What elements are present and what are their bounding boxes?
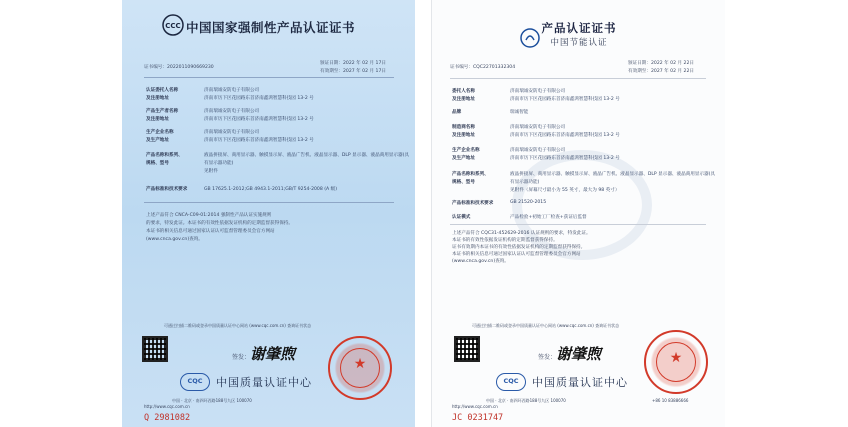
- signature-label: 签发：: [232, 354, 251, 361]
- field-value: GB 17625.1-2012;GB 4943.1-2011;GB/T 9254-2008 (A 级): [204, 187, 338, 192]
- field-label: 及生产地址: [146, 138, 169, 143]
- body-text: 本证书的相关信息可通过国家认证认可监督管理委员会官方网站: [452, 252, 581, 257]
- field-value: 有显示器功能): [204, 161, 234, 166]
- serial-number: Q 2981082: [144, 413, 191, 423]
- body-text: 上述产品符合 CNCA-C09-01:2014 强制性产品认证实施规则: [146, 213, 272, 218]
- website-link[interactable]: http://www.cqc.com.cn: [452, 404, 498, 409]
- ccc-certificate: [122, 0, 415, 427]
- field-value: 济南瑞诚安防电子有限公司: [510, 89, 566, 94]
- address: 中国 · 北京 · 南四环西路188号九区 100070: [172, 398, 252, 403]
- field-value: 济南市历下区花园路东首济南鑫鸿智慧科技园 13-2 号: [204, 138, 314, 143]
- field-label: 及生产地址: [452, 156, 475, 161]
- field-label: 认证委托人名称: [146, 88, 179, 93]
- body-text: (www.cnca.gov.cn)查询。: [146, 237, 203, 242]
- field-value: GB 21520-2015: [510, 200, 547, 205]
- ccc-logo-icon: [162, 14, 184, 36]
- field-value: 济南瑞诚安防电子有限公司: [204, 88, 260, 93]
- certificate-title: 中国国家强制性产品认证证书: [186, 20, 356, 35]
- organization-name: 中国质量认证中心: [532, 376, 628, 389]
- field-value: 见附件: [204, 169, 218, 174]
- field-value: 济南市历下区花园路东首济南鑫鸿智慧科技园 13-2 号: [204, 117, 314, 122]
- field-label: 认证模式: [452, 215, 471, 220]
- certificate-title: 产品认证证书: [541, 21, 617, 35]
- field-label: 产品标准和技术要求: [146, 187, 188, 192]
- field-value: 济南市历下区花园路东首济南鑫鸿智慧科技园 13-2 号: [510, 97, 620, 102]
- field-label: 及注册地址: [146, 96, 169, 101]
- svg-text:CCC: CCC: [165, 22, 181, 30]
- expiry-date: 有效期至：2027 年 02 月 17日: [320, 69, 386, 74]
- energy-certificate: [431, 0, 725, 427]
- signature: 谢肇煦: [556, 345, 602, 363]
- field-label: 及注册地址: [452, 97, 475, 102]
- field-label: 产品生产者名称: [146, 109, 179, 114]
- organization-name: 中国质量认证中心: [216, 376, 312, 389]
- issue-date: 颁证日期：2022 年 02 月 17日: [320, 61, 386, 66]
- field-value: 济南瑞诚安防电子有限公司: [510, 148, 566, 153]
- footer-note: 可通过扫描二维码或登录中国质量认证中心网站 (www.cqc.com.cn) 查询证书状态: [164, 323, 312, 328]
- body-text: 本证书的相关信息可通过国家认证认可监督管理委员会官方网站: [146, 229, 275, 234]
- website-link[interactable]: http://www.cqc.com.cn: [144, 404, 190, 409]
- field-label: 生产企业名称: [452, 148, 480, 153]
- cqc-logo-icon: CQC: [496, 373, 526, 391]
- phone-number: +86 10 83886666: [652, 398, 689, 403]
- field-label: 产品名称和系列、: [452, 172, 489, 177]
- certificate-number: 证书编号：2022011090669230: [144, 65, 214, 70]
- certificate-number: 证书编号：CQC22701332304: [450, 65, 516, 70]
- qr-code-icon[interactable]: [142, 336, 168, 362]
- field-label: 委托人名称: [452, 89, 475, 94]
- body-text: 上述产品符合 CQC31-452629-2016 认证规则的要求，特发此证。: [452, 231, 591, 236]
- field-label: 产品标准和技术要求: [452, 201, 494, 206]
- certificate-subtitle: 中国节能认证: [550, 38, 608, 48]
- official-seal-icon: ★: [644, 330, 708, 394]
- field-value: 济南市历下区花园路东首济南鑫鸿智慧科技园 13-2 号: [510, 133, 620, 138]
- body-text: (www.cnca.gov.cn)查询。: [452, 259, 509, 264]
- signature: 谢肇煦: [250, 345, 296, 363]
- field-value: 济南市历下区花园路东首济南鑫鸿智慧科技园 13-2 号: [204, 96, 314, 101]
- field-label: 制造商名称: [452, 125, 475, 130]
- field-label: 品牌: [452, 110, 462, 115]
- field-value: 济南瑞诚安防电子有限公司: [204, 109, 260, 114]
- body-text: 的要求，特发此证。本证书的有效性依据发证机构的定期监督获得保持。: [146, 221, 294, 226]
- field-value: 有显示器功能): [510, 180, 540, 185]
- field-value: 液晶拼接屏、商用显示器、触摸显示屏、液晶广告机、液晶显示器、DLP 显示器、液晶商用显示器(具: [510, 172, 716, 177]
- official-seal-icon: ★: [328, 336, 392, 400]
- expiry-date: 有效期至：2027 年 02 月 22日: [628, 69, 694, 74]
- field-label: 规格、型号: [146, 161, 169, 166]
- field-label: 生产企业名称: [146, 130, 174, 135]
- field-label: 及注册地址: [146, 117, 169, 122]
- footer-note: 可通过扫描二维码或登录中国质量认证中心网站 (www.cqc.com.cn) 查询证书状态: [472, 323, 620, 328]
- field-value: 产品检验+初始工厂检查+获证后监督: [510, 215, 587, 220]
- address: 中国 · 北京 · 南四环西路188号九区 100070: [486, 398, 566, 403]
- field-value: 济南瑞诚安防电子有限公司: [204, 130, 260, 135]
- cqc-logo-icon: CQC: [180, 373, 210, 391]
- field-value: 瑞诚智能: [510, 110, 529, 115]
- body-text: 本证书的有效性依据发证机构的定期监督获得保持。: [452, 238, 558, 243]
- field-label: 规格、型号: [452, 180, 475, 185]
- field-value: 济南市历下区花园路东首济南鑫鸿智慧科技园 13-2 号: [510, 156, 620, 161]
- body-text: 证书有效期内本证书的有效性依据发证机构的定期监督获得保持。: [452, 245, 586, 250]
- issue-date: 颁证日期：2022 年 02 月 22日: [628, 61, 694, 66]
- field-label: 产品名称和系列、: [146, 153, 183, 158]
- serial-number: JC 0231747: [452, 413, 504, 423]
- signature-label: 签发：: [538, 354, 557, 361]
- field-value: 济南瑞诚安防电子有限公司: [510, 125, 566, 130]
- field-value: 见附件（屏幕尺寸最小为 55 英寸，最大为 98 英寸）: [510, 188, 620, 193]
- field-label: 及注册地址: [452, 133, 475, 138]
- field-value: 液晶拼接屏、商用显示器、触摸显示屏、液晶广告机、液晶显示器、DLP 显示器、液晶商用显示器(具: [204, 153, 410, 158]
- qr-code-icon[interactable]: [454, 336, 480, 362]
